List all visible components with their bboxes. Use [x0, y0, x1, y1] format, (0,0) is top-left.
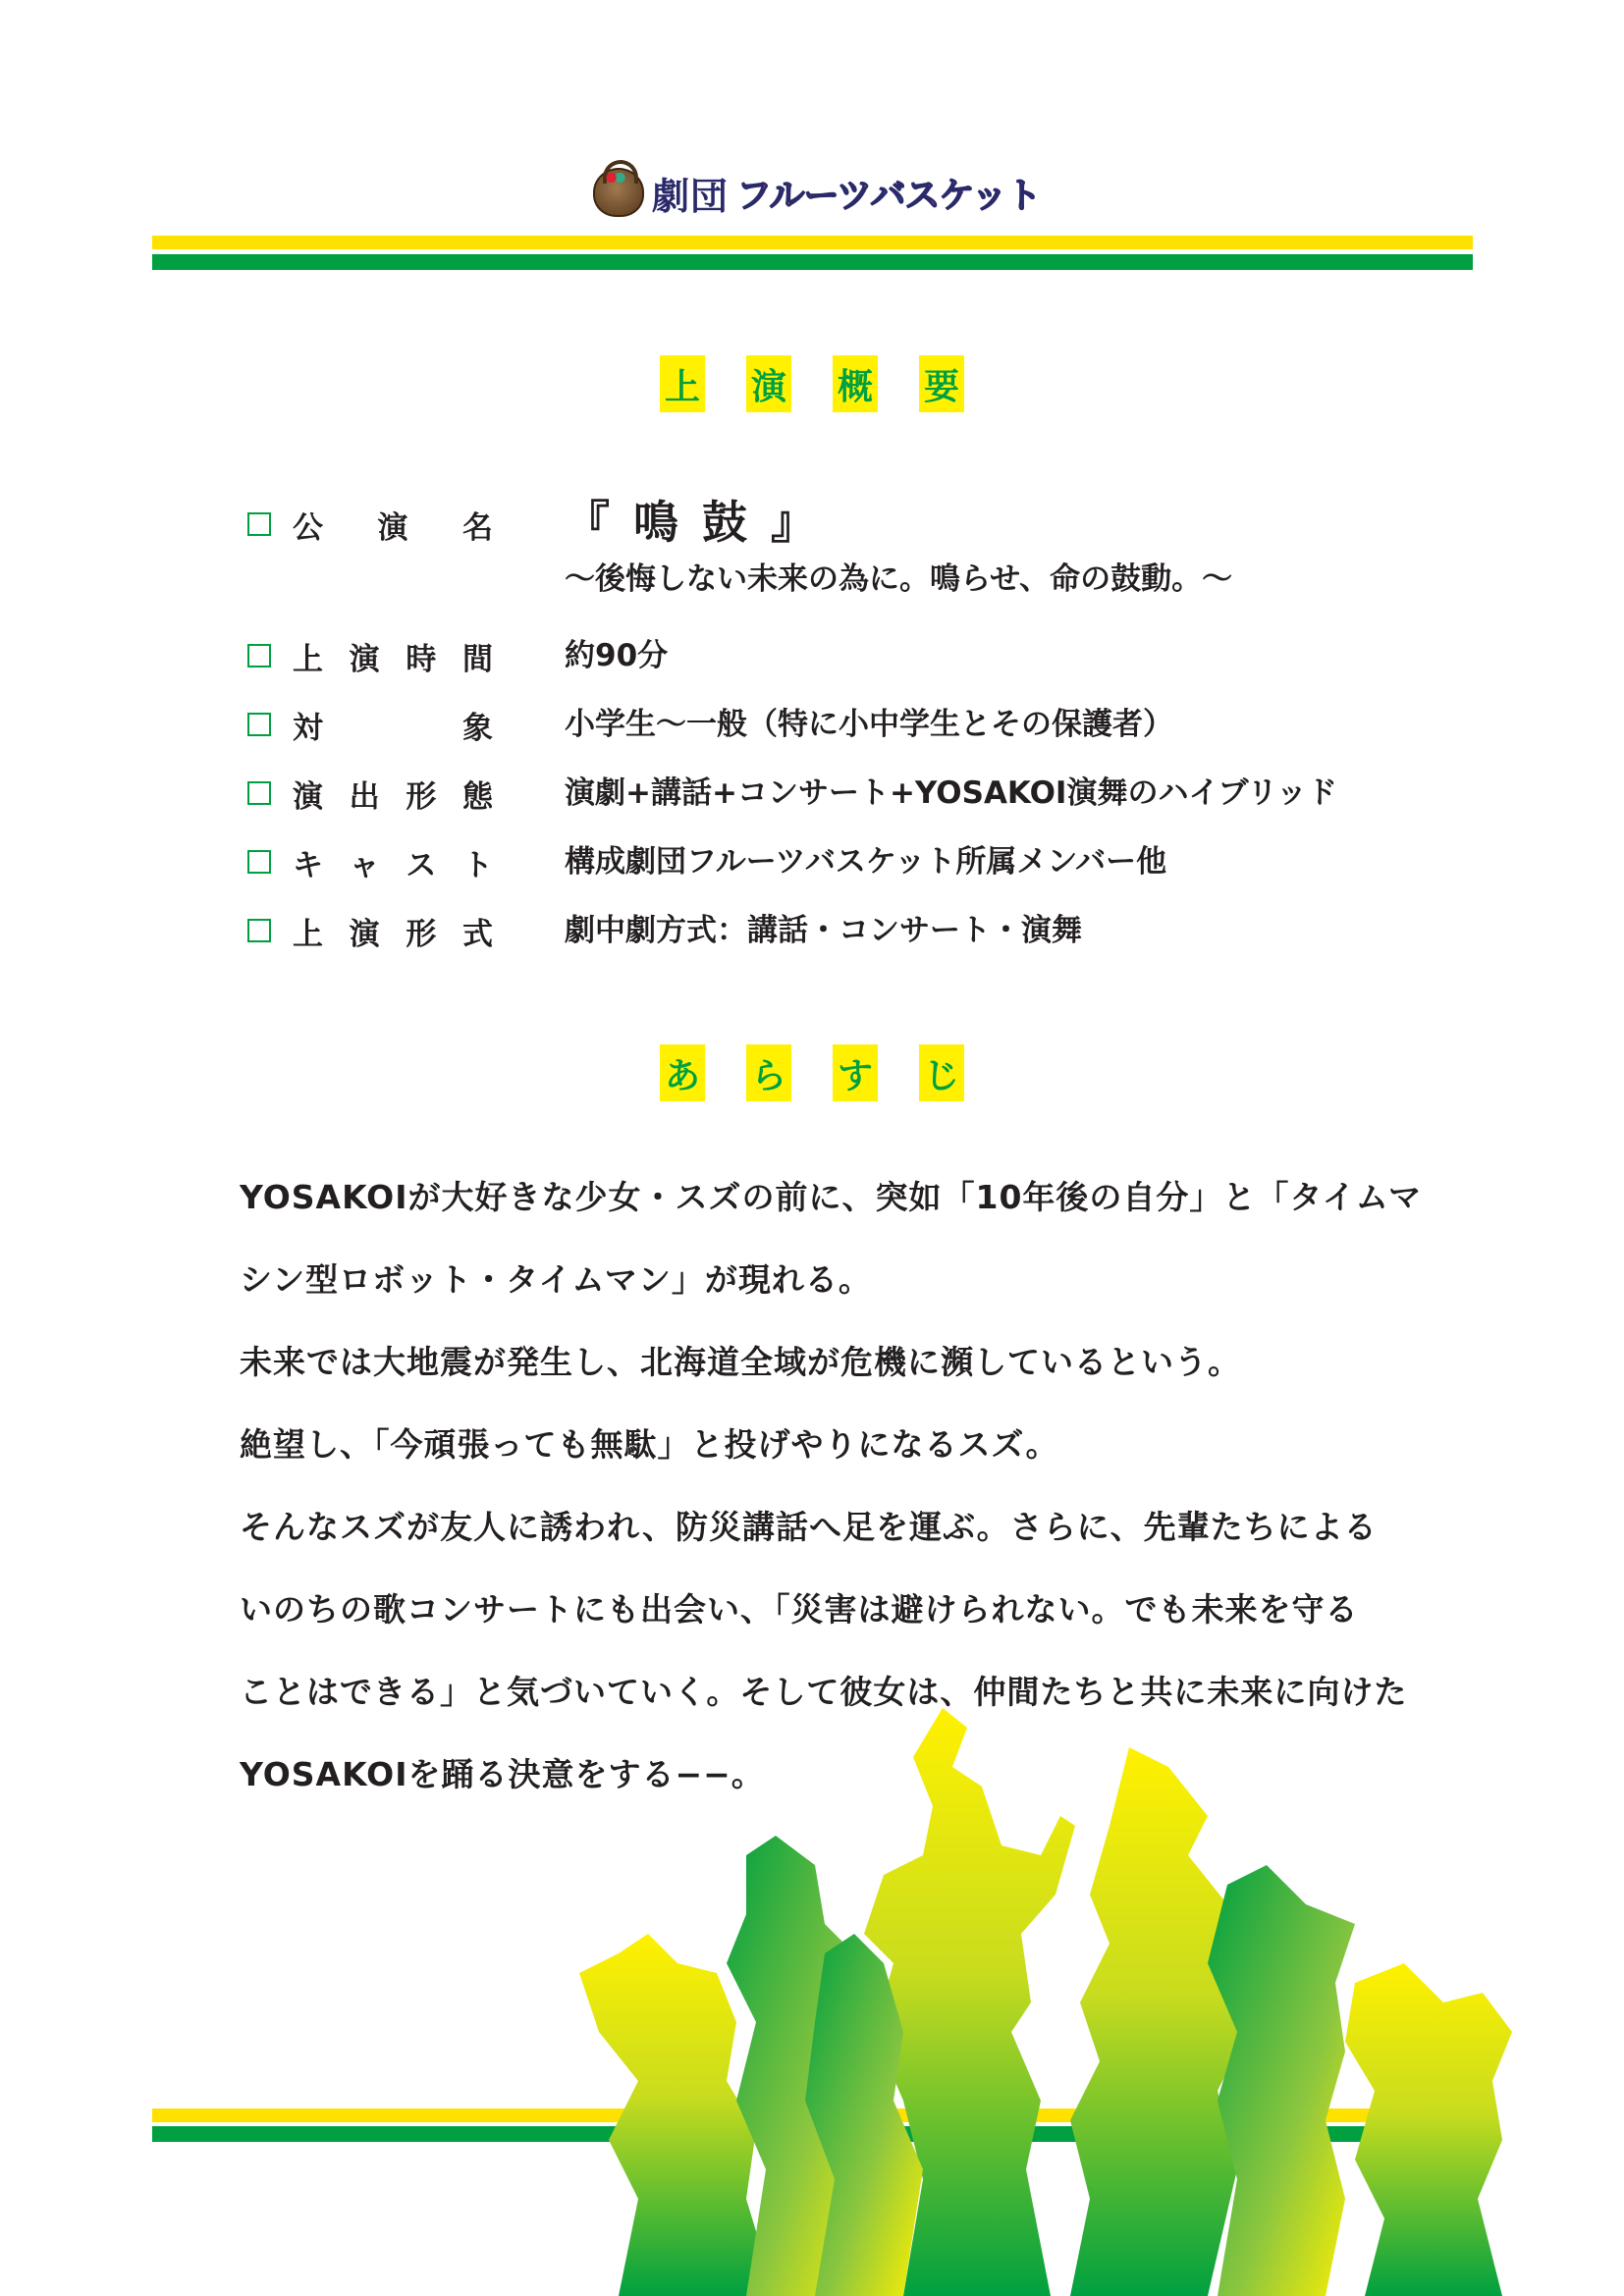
- row-value: 演劇+講話+コンサート+YOSAKOI演舞のハイブリッド: [565, 775, 1338, 811]
- performance-title: 『 鳴 鼓 』: [565, 496, 821, 549]
- info-row-duration: [247, 636, 1475, 705]
- checkbox-icon: [247, 850, 271, 874]
- logo-kana: フルーツバスケット: [736, 175, 1041, 216]
- checkbox-icon: [247, 713, 271, 736]
- performance-subtitle: 〜後悔しない未来の為に。鳴らせ、命の鼓動。〜: [565, 561, 1233, 597]
- checkbox-icon: [247, 781, 271, 805]
- synopsis-line: いのちの歌コンサートにも出会い、「災害は避けられない。でも未来を守る: [240, 1590, 1359, 1629]
- synopsis-line: 未来では大地震が発生し、北海道全域が危機に瀕しているという。: [240, 1343, 1241, 1381]
- top-stripe-green: [152, 254, 1473, 270]
- row-value: 劇中劇方式：講話・コンサート・演舞: [565, 913, 1082, 948]
- row-label: 対 象: [293, 710, 493, 746]
- logo-kanji: 劇団: [652, 174, 730, 218]
- row-label: 公 演 名: [293, 509, 493, 546]
- row-label: 上 演 時 間: [293, 641, 493, 677]
- info-row-title: [247, 496, 1475, 636]
- synopsis-heading: あ ら す じ: [660, 1044, 964, 1101]
- info-row-cast: [247, 842, 1475, 911]
- row-value: 構成劇団フルーツバスケット所属メンバー他: [565, 844, 1167, 880]
- synopsis-line: YOSAKOIが大好きな少女・スズの前に、突如「10年後の自分」と「タイムマ: [240, 1178, 1423, 1216]
- overview-table: [247, 496, 1475, 980]
- fruit-basket-icon: [593, 168, 644, 217]
- checkbox-icon: [247, 644, 271, 667]
- row-value: 約90分: [565, 638, 669, 673]
- synopsis-line: シン型ロボット・タイムマン」が現れる。: [240, 1260, 872, 1299]
- info-row-format: [247, 774, 1475, 842]
- troupe-logo: [593, 163, 1041, 222]
- checkbox-icon: [247, 919, 271, 942]
- synopsis-line: 絶望し、「今頑張っても無駄」と投げやりになるスズ。: [240, 1425, 1059, 1464]
- top-stripe-yellow: [152, 236, 1473, 249]
- row-label: 上 演 形 式: [293, 916, 493, 952]
- info-row-style: [247, 911, 1475, 980]
- checkbox-icon: [247, 512, 271, 536]
- info-row-audience: [247, 705, 1475, 774]
- synopsis-line: そんなスズが友人に誘われ、防災講話へ足を運ぶ。さらに、先輩たちによる: [240, 1508, 1378, 1546]
- synopsis-line: ことはできる」と気づいていく。そして彼女は、仲間たちと共に未来に向けた: [240, 1673, 1408, 1711]
- row-label: 演 出 形 態: [293, 778, 493, 815]
- synopsis-line: YOSAKOIを踊る決意をする−−。: [240, 1755, 765, 1793]
- row-value: 小学生〜一般（特に小中学生とその保護者）: [565, 707, 1173, 742]
- overview-heading: 上 演 概 要: [660, 355, 964, 412]
- dancer-silhouettes-illustration: [579, 1708, 1522, 2296]
- row-label: キ ャ ス ト: [293, 847, 493, 883]
